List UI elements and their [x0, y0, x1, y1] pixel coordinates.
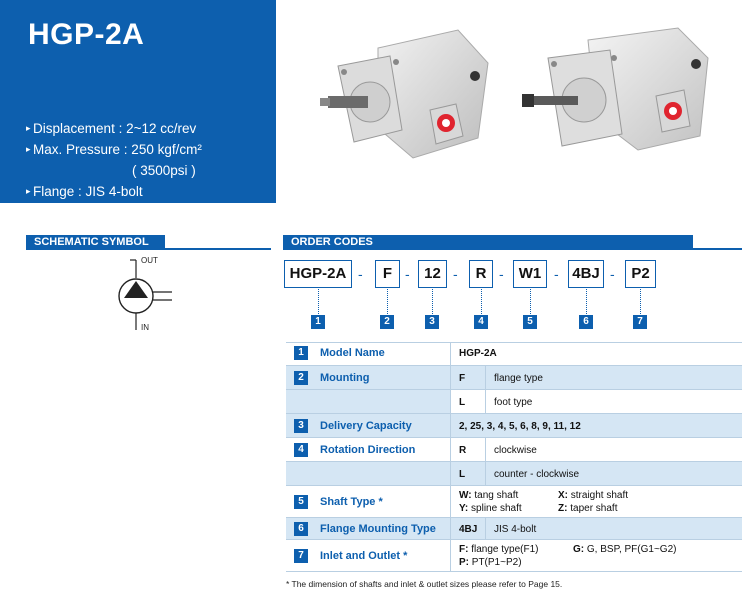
- row-label: Inlet and Outlet *: [320, 550, 408, 562]
- code-connector: [318, 289, 319, 314]
- row-value: 2, 25, 3, 4, 5, 6, 8, 9, 11, 12: [459, 421, 581, 432]
- table-divider: [485, 438, 486, 486]
- schematic-section-title: SCHEMATIC SYMBOL: [26, 235, 165, 250]
- pump-photo-left: [318, 18, 493, 183]
- shaft-option-z: Z: taper shaft: [558, 503, 618, 514]
- table-row-model: [286, 342, 742, 366]
- code-number-badge: 2: [380, 315, 394, 329]
- row-code: L: [459, 469, 466, 480]
- code-box-ports: P2: [625, 260, 656, 288]
- code-dash: -: [610, 266, 615, 282]
- row-code: R: [459, 445, 467, 456]
- code-connector: [640, 289, 641, 314]
- code-number-badge: 5: [523, 315, 537, 329]
- table-row-mounting-f: [286, 366, 742, 390]
- product-title: HGP-2A: [28, 18, 145, 51]
- code-dash: -: [358, 266, 363, 282]
- code-connector: [387, 289, 388, 314]
- row-desc: JIS 4-bolt: [494, 524, 537, 535]
- row-label: Model Name: [320, 347, 385, 359]
- row-label: Rotation Direction: [320, 444, 416, 456]
- product-header-panel: [0, 0, 276, 203]
- table-divider: [485, 518, 486, 540]
- code-dash: -: [405, 266, 410, 282]
- spec-flange: ▸ Flange : JIS 4-bolt: [26, 181, 202, 202]
- table-row-inlet-outlet: [286, 540, 742, 572]
- port-option-p: P: PT(P1~P2): [459, 557, 522, 568]
- schematic-out-label: OUT: [141, 256, 158, 265]
- row-number-badge: 6: [294, 522, 308, 536]
- row-number-badge: 7: [294, 549, 308, 563]
- table-row-mounting-l: [286, 390, 742, 414]
- table-row-delivery: [286, 414, 742, 438]
- code-box-model: HGP-2A: [284, 260, 352, 288]
- code-number-badge: 1: [311, 315, 325, 329]
- port-option-g: G: G, BSP, PF(G1~G2): [573, 544, 677, 555]
- row-number-badge: 3: [294, 419, 308, 433]
- schematic-section-rule: [26, 248, 271, 250]
- spec-pressure-psi: ( 3500psi ): [132, 163, 196, 178]
- schematic-in-label: IN: [141, 323, 149, 332]
- row-desc: foot type: [494, 397, 533, 408]
- row-label: Delivery Capacity: [320, 420, 412, 432]
- spec-max-pressure: ▸ Max. Pressure : 250 kgf/cm²: [26, 139, 202, 160]
- code-box-delivery: 12: [418, 260, 447, 288]
- spec-list: [26, 118, 202, 202]
- code-number-badge: 3: [425, 315, 439, 329]
- row-label: Flange Mounting Type: [320, 523, 436, 535]
- row-desc: clockwise: [494, 445, 537, 456]
- table-row-shaft: [286, 486, 742, 518]
- row-number-badge: 2: [294, 371, 308, 385]
- row-label: Shaft Type *: [320, 496, 383, 508]
- row-code: F: [459, 373, 466, 384]
- row-code: L: [459, 397, 466, 408]
- row-code: 4BJ: [459, 524, 478, 535]
- pump-photo-right: [518, 18, 713, 183]
- code-number-badge: 7: [633, 315, 647, 329]
- table-row-rotation-r: [286, 438, 742, 462]
- code-box-mounting: F: [375, 260, 400, 288]
- port-option-f: F: flange type(F1): [459, 544, 539, 555]
- code-dash: -: [554, 266, 559, 282]
- row-number-badge: 4: [294, 443, 308, 457]
- code-box-shaft: W1: [513, 260, 547, 288]
- code-connector: [530, 289, 531, 314]
- code-connector: [586, 289, 587, 314]
- order-section-rule: [283, 248, 742, 250]
- row-desc: flange type: [494, 373, 543, 384]
- order-section-title: ORDER CODES: [283, 235, 693, 250]
- row-number-badge: 5: [294, 495, 308, 509]
- table-row-flange: [286, 518, 742, 540]
- shaft-option-y: Y: spline shaft: [459, 503, 522, 514]
- spec-displacement: ▸ Displacement : 2~12 cc/rev: [26, 118, 202, 139]
- code-connector: [481, 289, 482, 314]
- shaft-option-w: W: tang shaft: [459, 490, 519, 501]
- code-number-badge: 6: [579, 315, 593, 329]
- footnote: * The dimension of shafts and inlet & outlet sizes please refer to Page 15.: [286, 579, 563, 589]
- code-dash: -: [499, 266, 504, 282]
- code-dash: -: [453, 266, 458, 282]
- row-desc: counter - clockwise: [494, 469, 580, 480]
- table-row-rotation-l: [286, 462, 742, 486]
- code-box-flange: 4BJ: [568, 260, 604, 288]
- code-connector: [432, 289, 433, 314]
- row-label: Mounting: [320, 372, 370, 384]
- row-number-badge: 1: [294, 346, 308, 360]
- table-divider: [485, 366, 486, 414]
- code-number-badge: 4: [474, 315, 488, 329]
- table-divider: [450, 342, 451, 572]
- row-value: HGP-2A: [459, 348, 497, 359]
- code-box-rotation: R: [469, 260, 493, 288]
- shaft-option-x: X: straight shaft: [558, 490, 629, 501]
